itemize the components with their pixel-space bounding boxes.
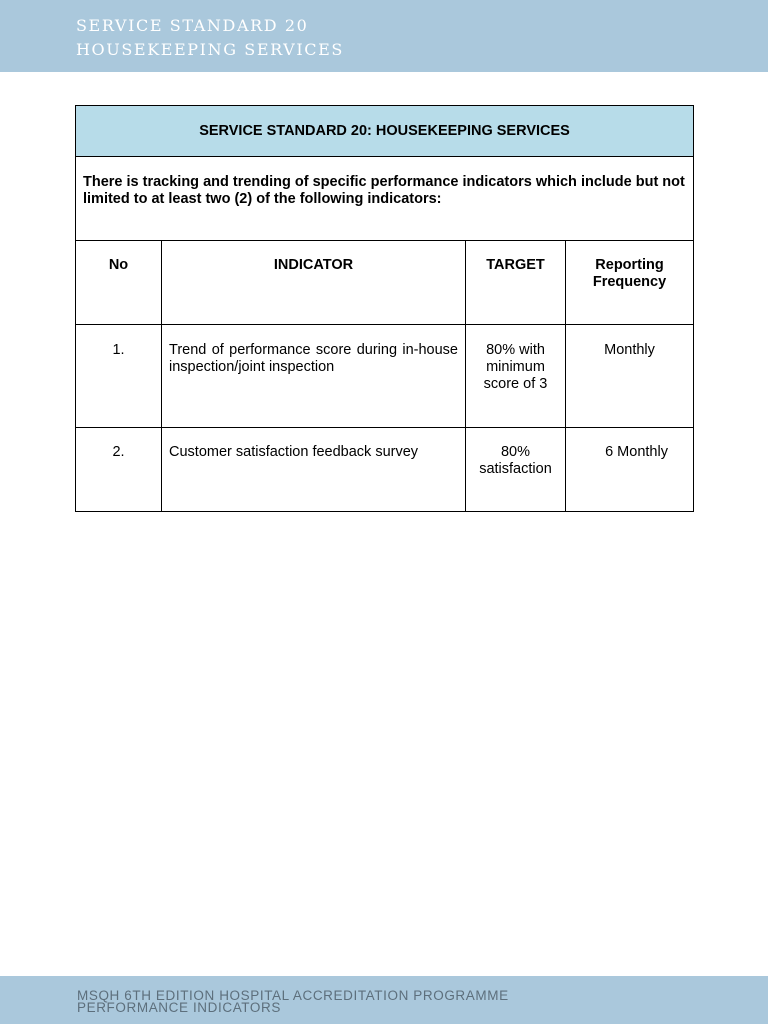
- table-row: [76, 325, 694, 428]
- table-header-row: [76, 241, 694, 325]
- row-number: 2.: [76, 428, 162, 512]
- header-band: [0, 0, 768, 72]
- table-title: SERVICE STANDARD 20: HOUSEKEEPING SERVICES: [76, 106, 694, 157]
- row-indicator: Trend of performance score during in-house inspection/joint inspection: [162, 325, 466, 428]
- footer-programme: MSQH 6TH EDITION HOSPITAL ACCREDITATION PROGRAMME: [77, 988, 509, 1003]
- column-header-target: TARGET: [466, 241, 566, 325]
- header-subtitle: HOUSEKEEPING SERVICES: [76, 40, 344, 59]
- column-header-no: No: [76, 241, 162, 325]
- row-number: 1.: [76, 325, 162, 428]
- table-intro: There is tracking and trending of specific performance indicators which include but not limited to at least two (2) of the following indicators:: [76, 157, 694, 241]
- row-target: 80% with minimum score of 3: [466, 325, 566, 428]
- table-row: [76, 428, 694, 512]
- header-title: SERVICE STANDARD 20: [76, 16, 309, 35]
- column-header-indicator: INDICATOR: [162, 241, 466, 325]
- footer-subtitle: PERFORMANCE INDICATORS: [77, 1000, 281, 1015]
- column-header-frequency: Reporting Frequency: [566, 241, 694, 325]
- row-indicator: Customer satisfaction feedback survey: [162, 428, 466, 512]
- row-frequency: Monthly: [566, 325, 694, 428]
- row-target: 80% satisfaction: [466, 428, 566, 512]
- row-frequency: 6 Monthly: [566, 428, 694, 512]
- standard-table: [75, 105, 694, 512]
